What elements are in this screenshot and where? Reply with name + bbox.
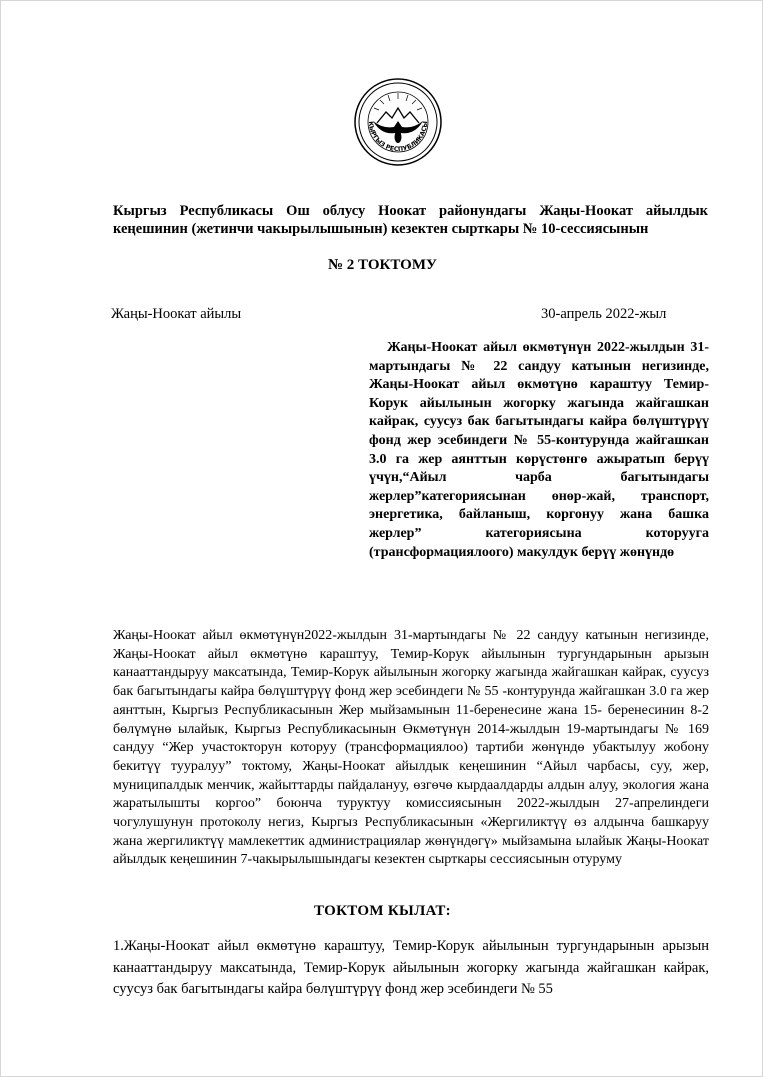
state-emblem xyxy=(353,77,443,167)
preamble-paragraph: Жаңы-Ноокат айыл өкмөтүнүн2022-жылдын 31-мартындагы № 22 сандуу катынын негизинде, Жаңы-Ноокат айыл өкмөтүнө караштуу, Темир-Корук айылынын тургундарынын арызын канааттандыруу максатында, Темир-Корук айылынын жогорку жагында жайгашкан кайрак, суусуз бак багытындагы кайра бөлүштүрүү фонд жер эсебиндеги № 55 -контурунда жайгашкан 3.0 га жер аянттын, Кыргыз Республикасынын Жер мыйзамынын 11-беренесине жана 15- беренесинин 8-2 бөлүмүнө ылайык, Кыргыз Республикасынын Өкмөтүнүн 2014-жылдын 19-мартындагы № 169 сандуу “Жер участокторун которуу (трансформациялоо) тартиби жөнүндө убактылуу жобону бекитүү тууралуу” токтому, Жаңы-Ноокат айылдык кеңешинин “Айыл чарбасы, суу, жер, муниципалдык менчик, жайыттарды пайдалануу, өзгөчө кырдаалдарды алдын алуу, экология жана жаратылышты коргоо” боюнча туруктуу комиссиясынын 2022-жылдын 27-апрелиндеги чогулушунун протоколу негиз, Кыргыз Республикасынын «Жергиликтүү өз алдынча башкаруу жана жергиликтүү мамлекеттик администрациялар жөнүндөгү» мыйзамына ылайык Жаңы-Ноокат айылдык кеңешинин 7-чакырылышындагы кезектен сырткары сессиясынын отуруму xyxy=(113,628,709,868)
decision-number-title: № 2 ТОКТОМУ xyxy=(327,257,438,273)
issue-date: 30-апрель 2022-жыл xyxy=(541,306,667,322)
council-header: Кыргыз Республикасы Ош облусу Ноокат районундагы Жаңы-Ноокат айылдык кеңешинин (жетинчи чакырылышынын) кезектен сырткары № 10-сессиясынын xyxy=(113,203,708,237)
seal-text: КЫРГЫЗ РЕСПУБЛИКАСЫ xyxy=(366,120,430,154)
decision-subject: Жаңы-Ноокат айыл өкмөтүнүн 2022-жылдын 31-мартындагы № 22 сандуу катынын негизинде, Жаңы-Ноокат айыл өкмөтүнө караштуу Темир-Корук айылынын жогорку жагында жайгашкан кайрак, суусуз бак багытындагы кайра бөлүштүрүү фонд жер эсебиндеги № 55-контурунда жайгашкан 3.0 га жер аянттын көрүстөнгө ажыратып берүү үчүн,“Айыл чарба багытындагы жерлер”категориясынан өнөр-жай, транспорт, энергетика, байланыш, коргонуу жана башка жерлер” категориясына которууга (трансформациялоого) макулдук берүү жөнүндө xyxy=(369,340,709,560)
resolve-heading: ТОКТОМ КЫЛАТ: xyxy=(314,903,451,919)
resolution-item: 1.Жаңы-Ноокат айыл өкмөтүнө караштуу, Темир-Корук айылынын тургундарынын арызын канааттандыруу максатында, Темир-Корук айылынын жогорку жагында жайгашкан кайрак, суусуз бак багытындагы кайра бөлүштүрүү фонд жер эсебиндеги № 55 xyxy=(113,938,709,997)
emblem-icon xyxy=(353,77,443,167)
issue-place: Жаңы-Ноокат айылы xyxy=(111,306,242,322)
